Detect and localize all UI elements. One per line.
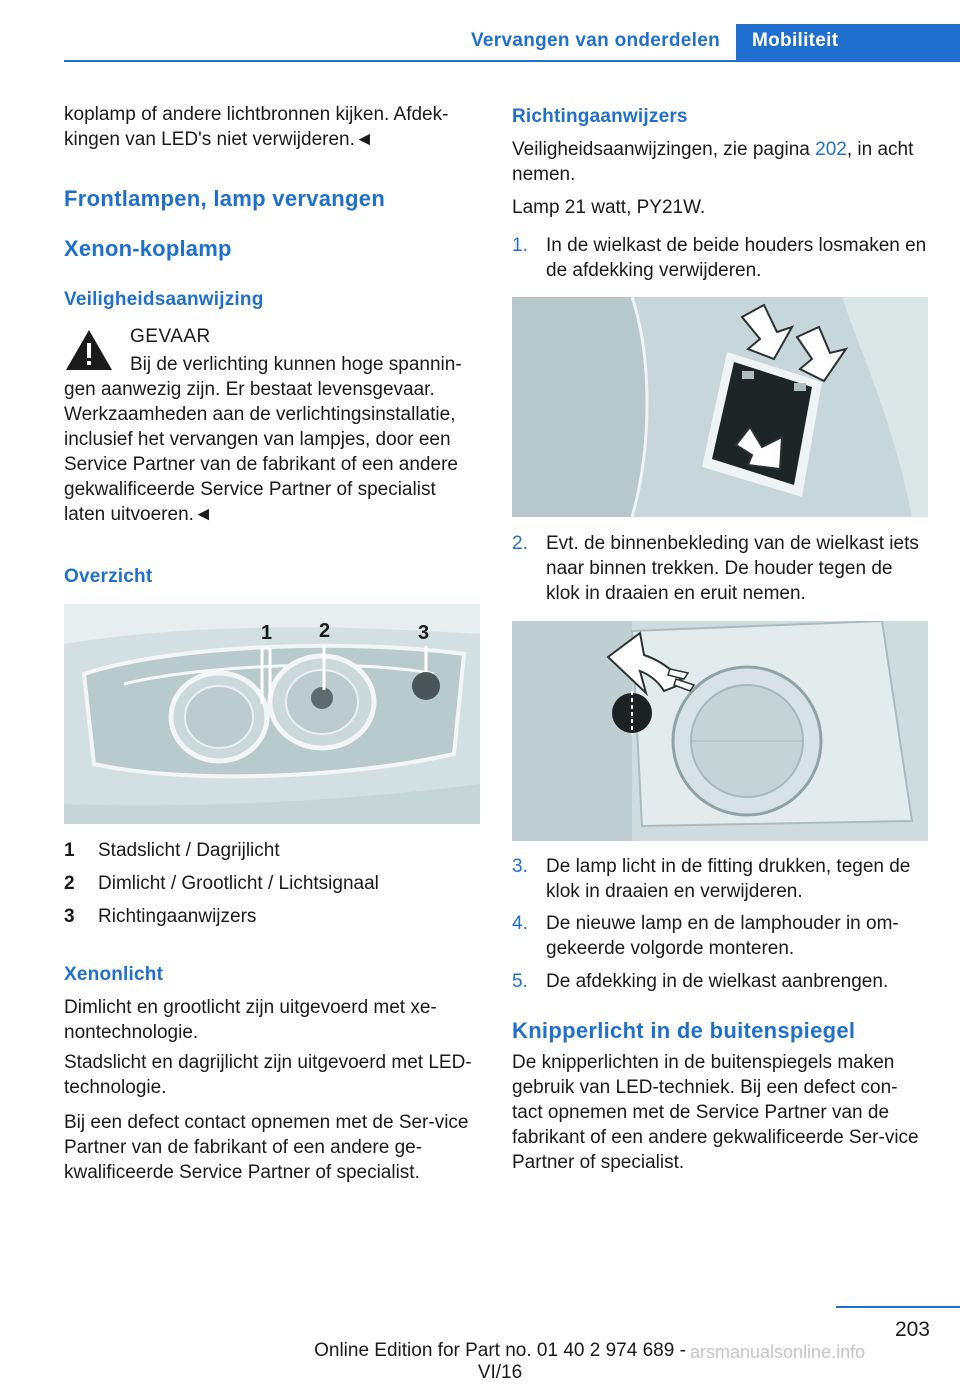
step-item <box>512 969 928 994</box>
step-text: De afdekking in de wielkast aanbrengen. <box>546 971 889 992</box>
heading-mirror-indicator: Knipperlicht in de buitenspiegel <box>512 1018 856 1043</box>
legend-text: Dimlicht / Grootlicht / Lichtsignaal <box>98 873 379 894</box>
heading-xenonlicht: Xenonlicht <box>64 964 164 985</box>
step-text: De lamp licht in de fitting drukken, tegen de klok in draaien en verwijderen. <box>546 856 911 902</box>
intro-paragraph: koplamp of andere lichtbronnen kijken. Afdek-kingen van LED's niet verwijderen.◄ <box>64 104 449 150</box>
paragraph-led-tech: Stadslicht en dagrijlicht zijn uitgevoerd met LED-technologie. <box>64 1052 472 1098</box>
paragraph-defect-contact: Bij een defect contact opnemen met de Ser-vice Partner van de fabrikant of een andere ge-kwalificeerde Service Partner of specialist. <box>64 1112 469 1183</box>
safety-reference-text: Veiligheidsaanwijzingen, zie pagina <box>512 139 816 160</box>
heading-safety: Veiligheidsaanwijzing <box>64 289 264 310</box>
edition-line: Online Edition for Part no. 01 40 2 974 689 - VI/16 <box>314 1340 686 1383</box>
paragraph-xenon-tech: Dimlicht en grootlicht zijn uitgevoerd met xe-nontechnologie. <box>64 997 437 1043</box>
running-header-section: Vervangen van onderdelen <box>470 30 720 51</box>
legend-text: Richtingaanwijzers <box>98 906 257 927</box>
watermark: arsmanualsonline.info <box>690 1342 866 1362</box>
lamp-spec: Lamp 21 watt, PY21W. <box>512 197 706 218</box>
step-item <box>512 854 928 904</box>
step-item <box>512 911 928 961</box>
legend-item <box>64 871 480 904</box>
legend-item <box>64 838 480 871</box>
legend-text: Stadslicht / Dagrijlicht <box>98 840 280 861</box>
warning-title: GEVAAR <box>130 326 211 347</box>
safety-reference-text-end: , in acht nemen. <box>512 139 914 185</box>
callout-3: 3 <box>418 622 430 644</box>
step-text: In de wielkast de beide houders losmaken en de afdekking verwijderen. <box>546 235 927 281</box>
legend-number: 1 <box>64 840 75 861</box>
step-text: De nieuwe lamp en de lamphouder in om-gekeerde volgorde monteren. <box>546 913 899 959</box>
headlight-illustration <box>64 604 480 824</box>
chapter-tab: Mobiliteit <box>736 24 960 61</box>
wheel-arch-cover-illustration <box>512 297 928 517</box>
step-number: 2. <box>512 533 528 554</box>
heading-front-lamps: Frontlampen, lamp vervangen <box>64 186 386 211</box>
page-number: 203 <box>894 1318 930 1341</box>
heading-richtingaanwijzers: Richtingaanwijzers <box>512 106 688 127</box>
page-link-202[interactable]: 202 <box>815 139 847 160</box>
header-rule <box>64 60 960 62</box>
legend-number: 2 <box>64 873 75 894</box>
heading-overview: Overzicht <box>64 566 153 587</box>
callout-1: 1 <box>261 622 273 644</box>
callout-2: 2 <box>319 620 331 642</box>
mirror-indicator-text: De knipperlichten in de buitenspiegels maken gebruik van LED-techniek. Bij een defect con-tact opnemen met de Service Partner van de fabrikant of een andere gekwalificeerde Ser-vice Partner of specialist. <box>512 1052 919 1173</box>
step-number: 1. <box>512 235 528 256</box>
safety-reference <box>512 137 928 187</box>
footer-rule <box>836 1306 960 1308</box>
step-number: 3. <box>512 856 528 877</box>
figure-legend <box>64 838 480 937</box>
step-number: 5. <box>512 971 528 992</box>
legend-item <box>64 904 480 937</box>
lamp-holder-illustration <box>512 621 928 841</box>
legend-number: 3 <box>64 906 75 927</box>
warning-text: Bij de verlichting kunnen hoge spannin-gen aanwezig zijn. Er bestaat levensgevaar. Werkzaamheden aan de verlichtingsinstallatie, inclusief het vervangen van lampjes, door een Service Partner van de fabrikant of een andere gekwalificeerde Service Partner of specialist laten uitvoeren.◄ <box>64 354 462 525</box>
step-text: Evt. de binnenbekleding van de wielkast iets naar binnen trekken. De houder tegen de klok in draaien en eruit nemen. <box>546 533 919 604</box>
step-item <box>512 233 928 283</box>
heading-xenon: Xenon-koplamp <box>64 236 232 261</box>
step-number: 4. <box>512 913 528 934</box>
step-item <box>512 531 928 606</box>
